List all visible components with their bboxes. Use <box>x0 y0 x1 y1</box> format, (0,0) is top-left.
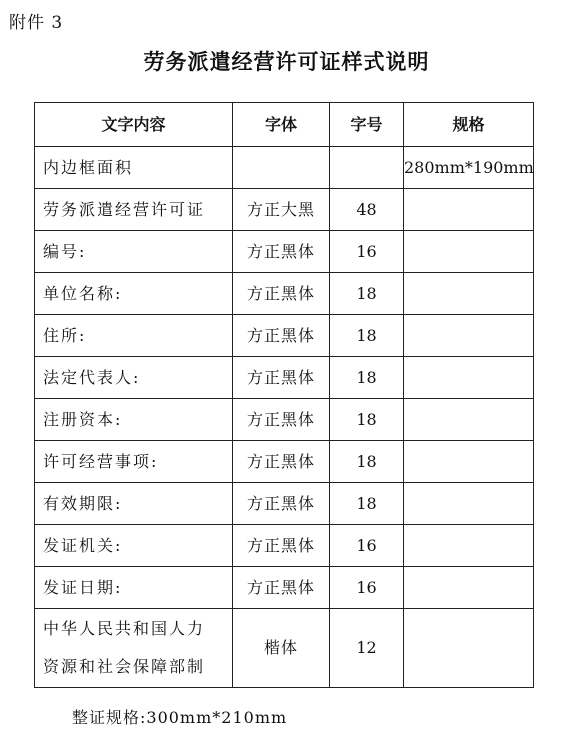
table-row <box>35 483 534 525</box>
cell-size: 16 <box>330 231 404 273</box>
cell-content: 单位名称: <box>35 273 233 315</box>
cell-content: 注册资本: <box>35 399 233 441</box>
document-title: 劳务派遣经营许可证样式说明 <box>143 49 430 74</box>
cell-size: 48 <box>330 189 404 231</box>
cell-spec <box>404 273 534 315</box>
header-font: 字体 <box>233 103 330 147</box>
cell-font: 楷体 <box>233 609 330 688</box>
cell-font: 方正黑体 <box>233 357 330 399</box>
cell-content-line-1: 中华人民共和国人力 <box>43 619 206 638</box>
table-row <box>35 609 534 688</box>
cell-content: 编号: <box>35 231 233 273</box>
cell-content <box>35 609 233 688</box>
cell-content: 内边框面积 <box>35 147 233 189</box>
cell-size: 18 <box>330 315 404 357</box>
header-spec: 规格 <box>404 103 534 147</box>
cell-font <box>233 147 330 189</box>
cell-font: 方正黑体 <box>233 567 330 609</box>
cell-content-line-2: 资源和社会保障部制 <box>43 657 206 676</box>
table-row <box>35 273 534 315</box>
header-text-content: 文字内容 <box>35 103 233 147</box>
cell-size: 18 <box>330 399 404 441</box>
cell-spec <box>404 189 534 231</box>
cell-content: 发证机关: <box>35 525 233 567</box>
table-row <box>35 231 534 273</box>
cell-size: 12 <box>330 609 404 688</box>
cell-font: 方正黑体 <box>233 273 330 315</box>
cell-size: 18 <box>330 483 404 525</box>
cell-spec <box>404 231 534 273</box>
cell-font: 方正黑体 <box>233 399 330 441</box>
header-size: 字号 <box>330 103 404 147</box>
cell-content: 发证日期: <box>35 567 233 609</box>
cell-size: 16 <box>330 567 404 609</box>
cell-font: 方正黑体 <box>233 231 330 273</box>
cell-content: 法定代表人: <box>35 357 233 399</box>
cell-font: 方正黑体 <box>233 525 330 567</box>
cell-size: 16 <box>330 525 404 567</box>
cell-spec <box>404 315 534 357</box>
cell-font: 方正黑体 <box>233 441 330 483</box>
cell-size: 18 <box>330 273 404 315</box>
attachment-label: 附件 3 <box>9 13 64 33</box>
cell-spec <box>404 567 534 609</box>
table-row <box>35 189 534 231</box>
cell-content: 有效期限: <box>35 483 233 525</box>
cell-content: 劳务派遣经营许可证 <box>35 189 233 231</box>
cell-spec <box>404 525 534 567</box>
table-header-row <box>35 103 534 147</box>
table-row <box>35 399 534 441</box>
cell-size: 18 <box>330 357 404 399</box>
cell-font: 方正大黑 <box>233 189 330 231</box>
cell-font: 方正黑体 <box>233 483 330 525</box>
table-row <box>35 315 534 357</box>
cell-spec: 280mm*190mm <box>404 147 534 189</box>
overall-size-note: 整证规格:300mm*210mm <box>72 708 288 727</box>
table-row <box>35 357 534 399</box>
cell-content: 许可经营事项: <box>35 441 233 483</box>
table-row <box>35 441 534 483</box>
cell-content: 住所: <box>35 315 233 357</box>
cell-size: 18 <box>330 441 404 483</box>
cell-spec <box>404 441 534 483</box>
spec-table <box>34 102 534 688</box>
cell-size <box>330 147 404 189</box>
table-row <box>35 525 534 567</box>
cell-font: 方正黑体 <box>233 315 330 357</box>
table-row <box>35 567 534 609</box>
cell-spec <box>404 609 534 688</box>
cell-spec <box>404 357 534 399</box>
cell-spec <box>404 483 534 525</box>
table-row <box>35 147 534 189</box>
cell-spec <box>404 399 534 441</box>
